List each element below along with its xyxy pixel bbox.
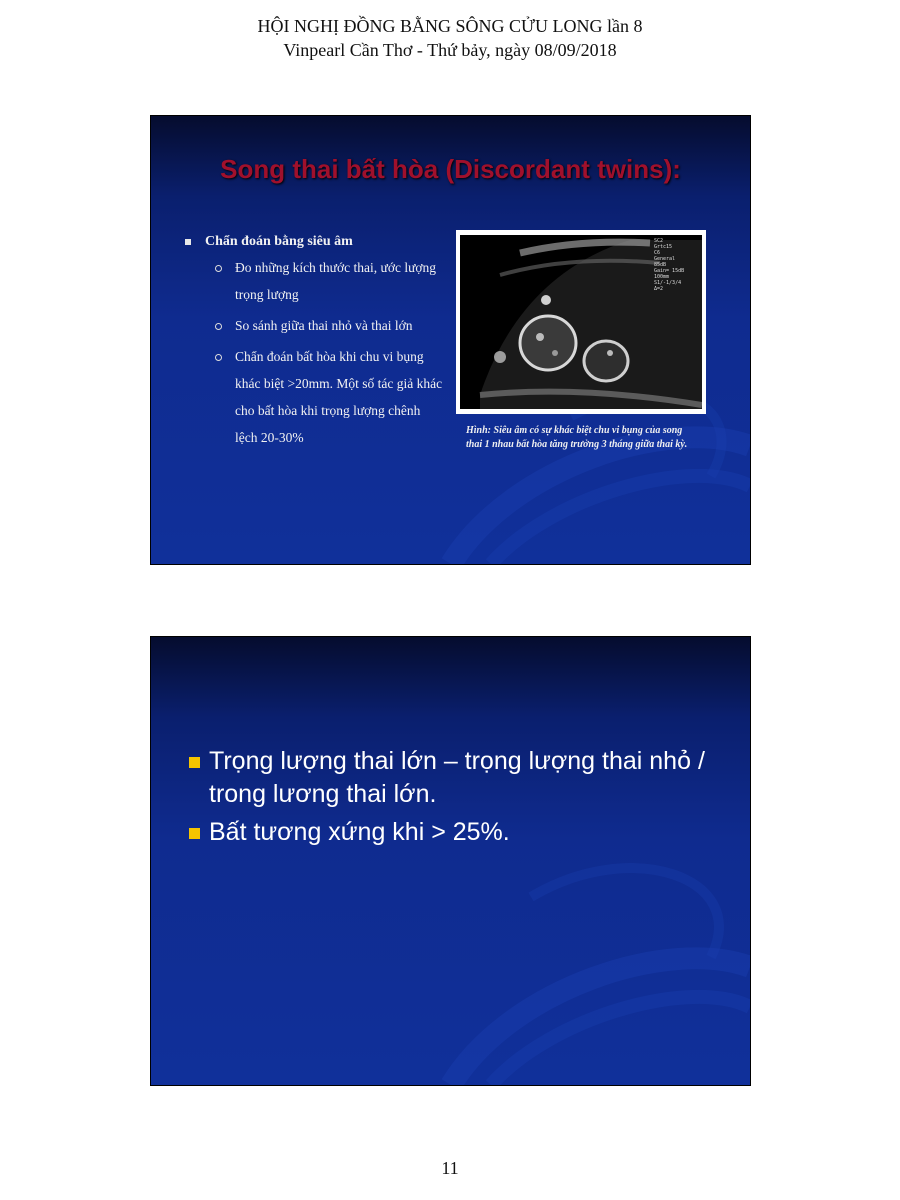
overlay-text: Gain= 15dB bbox=[654, 268, 685, 274]
header-line-1: HỘI NGHỊ ĐỒNG BẰNG SÔNG CỬU LONG lần 8 bbox=[257, 16, 643, 36]
page-header bbox=[0, 14, 900, 62]
circle-bullet-icon bbox=[215, 323, 222, 330]
sub-bullet-text: Chẩn đoán bất hòa khi chu vi bụng khác biệt >20mm. Một số tác giả khác cho bất hòa khi trọng lượng chênh lệch 20-30% bbox=[235, 349, 443, 445]
square-bullet-icon bbox=[189, 828, 200, 839]
overlay-text: Δ=2 bbox=[654, 286, 664, 292]
overlay-text: Grtc15 bbox=[654, 244, 673, 250]
sub-bullet bbox=[185, 343, 445, 451]
sub-bullet-text: So sánh giữa thai nhỏ và thai lớn bbox=[235, 318, 413, 333]
background-swirl bbox=[151, 637, 750, 1085]
list-item-text: Trọng lượng thai lớn – trọng lượng thai nhỏ / trong lương thai lớn. bbox=[209, 747, 705, 808]
overlay-text: 100mm bbox=[654, 274, 670, 280]
ultrasound-image-frame bbox=[456, 230, 706, 414]
main-bullet bbox=[185, 234, 445, 250]
square-bullet-icon bbox=[185, 239, 191, 245]
overlay-text: SC2 bbox=[654, 238, 664, 244]
sub-bullet-text: Đo những kích thước thai, ước lượng trọng lượng bbox=[235, 260, 437, 302]
header-line-2: Vinpearl Cần Thơ - Thứ bảy, ngày 08/09/2018 bbox=[283, 40, 617, 60]
main-bullet-text: Chẩn đoán bằng siêu âm bbox=[205, 234, 353, 249]
slide-1-bullets bbox=[185, 234, 445, 451]
slide-2 bbox=[150, 636, 751, 1086]
slide-title: Song thai bất hòa (Discordant twins): bbox=[220, 154, 681, 184]
overlay-text: 85dB bbox=[654, 262, 667, 268]
overlay-text: C6 bbox=[654, 250, 661, 256]
sub-bullet bbox=[185, 312, 445, 339]
overlay-text: S1/-1/3/4 bbox=[654, 280, 682, 286]
sub-bullet bbox=[185, 254, 445, 308]
slide-2-bullets bbox=[187, 745, 707, 854]
list-item bbox=[187, 745, 707, 811]
ultrasound-overlay bbox=[654, 238, 704, 292]
page-number: 11 bbox=[441, 1158, 459, 1178]
circle-bullet-icon bbox=[215, 265, 222, 272]
list-item bbox=[187, 816, 707, 849]
circle-bullet-icon bbox=[215, 354, 222, 361]
overlay-text: General bbox=[654, 256, 676, 262]
list-item-text: Bất tương xứng khi > 25%. bbox=[209, 818, 510, 846]
square-bullet-icon bbox=[189, 757, 200, 768]
image-caption: Hình: Siêu âm có sự khác biệt chu vi bụng của song thai 1 nhau bất hòa tăng trưởng 3 tháng giữa thai kỳ. bbox=[466, 425, 688, 450]
slide-1 bbox=[150, 115, 751, 565]
